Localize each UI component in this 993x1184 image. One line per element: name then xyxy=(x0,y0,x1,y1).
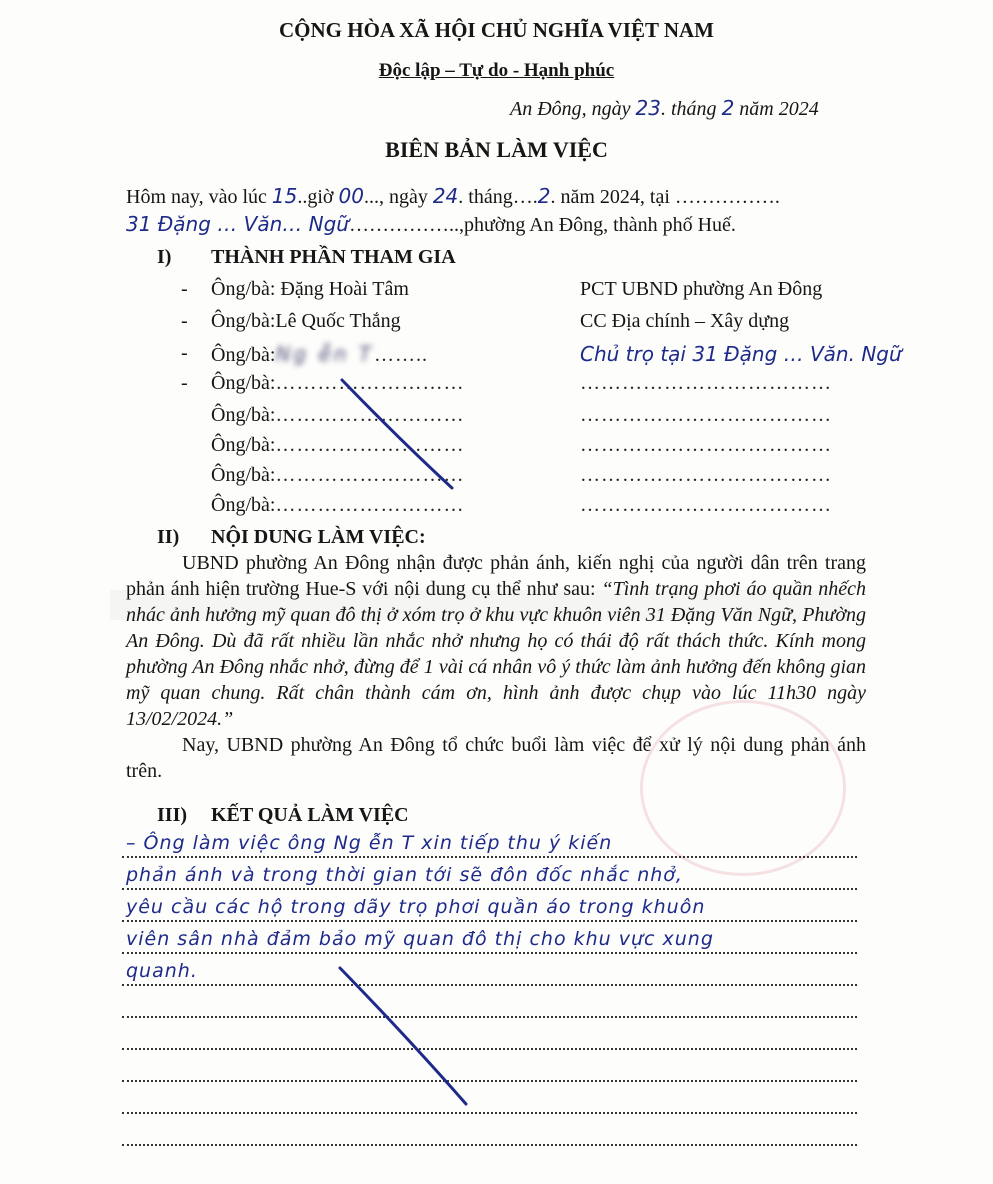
handwritten-day: 23 xyxy=(635,96,661,120)
participant-label: Ông/bà:Lê Quốc Thắng xyxy=(211,310,401,332)
participant-role: ……………………………… xyxy=(580,464,832,486)
section-2-heading: NỘI DUNG LÀM VIỆC: xyxy=(211,526,426,548)
strike-mark-participants xyxy=(342,380,452,488)
participant-role: Chủ trọ tại 31 Đặng … Văn. Ngữ xyxy=(580,342,902,366)
place-date-month-label: tháng xyxy=(671,98,717,120)
place-date-prefix: An Đông, ngày xyxy=(510,98,631,120)
participant-dots: ……………………… xyxy=(275,372,465,394)
handwritten-result-line: yêu cầu các hộ trong dãy trọ phơi quần áo trong khuôn xyxy=(126,896,706,918)
participant-role: ……………………………… xyxy=(580,434,832,456)
section-2-number: II) xyxy=(157,526,180,548)
intro-text-d: . tháng…. xyxy=(458,186,538,208)
participant-label: Ông/bà: xyxy=(211,464,276,486)
place-date-year: năm 2024 xyxy=(739,98,819,120)
participant-label: Ông/bà: xyxy=(211,404,276,426)
participant-role: PCT UBND phường An Đông xyxy=(580,278,823,300)
participant-dots: ……………………… xyxy=(275,494,465,516)
participant-label: Ông/bà: xyxy=(211,372,276,394)
handwritten-hour: 15 xyxy=(271,184,298,208)
participant-label: Ông/bà: xyxy=(211,434,276,456)
handwritten-result-line: phản ánh và trong thời gian tới sẽ đôn đốc nhắc nhở, xyxy=(126,864,683,886)
participant-dots: …….. xyxy=(374,344,429,366)
intro-text-c: ..., ngày xyxy=(363,186,433,208)
handwritten-result-line: – Ông làm việc ông Ng ễn T xin tiếp thu ý kiến xyxy=(126,832,613,854)
motto: Độc lập – Tự do - Hạnh phúc xyxy=(378,60,615,81)
intro-text-e: . năm 2024, tại ……………. xyxy=(550,186,780,208)
handwritten-result-line: quanh. xyxy=(126,960,198,982)
intro-text-b: ..giờ xyxy=(297,186,339,208)
participant-dots: ……………………… xyxy=(275,434,465,456)
handwritten-intro-day: 24 xyxy=(432,184,459,208)
intro-line-2-rest: ……………..,phường An Đông, thành phố Huế. xyxy=(348,214,736,236)
participant-label: Ông/bà: xyxy=(211,344,276,366)
handwritten-month: 2 xyxy=(721,96,735,120)
handwritten-intro-month: 2 xyxy=(537,184,551,208)
participant-role: ……………………………… xyxy=(580,404,832,426)
participant-label: Ông/bà: xyxy=(211,494,276,516)
nation-heading: CỘNG HÒA XÃ HỘI CHỦ NGHĨA VIỆT NAM xyxy=(278,18,715,42)
handwritten-minute: 00 xyxy=(338,184,364,208)
participant-role: ……………………………… xyxy=(580,494,832,516)
participant-role: ……………………………… xyxy=(580,372,832,394)
handwritten-address: 31 Đặng … Văn… Ngữ xyxy=(126,212,349,236)
participant-dots: ……………………… xyxy=(275,404,465,426)
participant-role: CC Địa chính – Xây dựng xyxy=(580,310,790,332)
section-3-heading: KẾT QUẢ LÀM VIỆC xyxy=(211,804,409,826)
document-title: BIÊN BẢN LÀM VIỆC xyxy=(385,137,608,162)
strike-mark-results xyxy=(340,968,466,1104)
participant-dash: - xyxy=(181,278,188,300)
participant-dash: - xyxy=(181,372,188,394)
section-1-number: I) xyxy=(157,246,172,268)
participant-dots: ……………………… xyxy=(275,464,465,486)
redacted-name: Ng ễn T xyxy=(275,342,375,366)
section-1-heading: THÀNH PHẦN THAM GIA xyxy=(211,246,456,268)
section-2-paragraph-2: Nay, UBND phường An Đông tổ chức buổi làm việc để xử lý nội dung phản ánh trên. xyxy=(126,734,866,782)
participant-label: Ông/bà: Đặng Hoài Tâm xyxy=(211,278,409,300)
section-3-number: III) xyxy=(157,804,188,826)
paragraph-1-normal: UBND phường An Đông nhận được phản ánh, kiến nghị của người dân trên trang phản ánh hiện trường Hue-S với nội dung cụ thể như sau: xyxy=(126,552,866,600)
place-date: An Đông, ngày 23. tháng 2 năm 2024 xyxy=(510,96,819,120)
handwritten-result-line: viên sân nhà đảm bảo mỹ quan đô thị cho khu vực xung xyxy=(126,928,714,950)
participant-dash: - xyxy=(181,310,188,332)
participant-dash: - xyxy=(181,342,188,364)
citizen-complaint-quote: “Tình trạng phơi áo quần nhếch nhác ảnh hưởng mỹ quan đô thị ở xóm trọ ở khu vực khuôn viên 31 Đặng Văn Ngữ, Phường An Đông. Dù đã rất nhiều lần nhắc nhở nhưng họ có thái độ rất thách thức. Kính mong phường An Đông nhắc nhở, đừng để 1 vài cá nhân vô ý thức làm ảnh hưởng đến không gian mỹ quan chung. Rất chân thành cám ơn, hình ảnh được chụp vào lúc 11h30 ngày 13/02/2024.” xyxy=(126,578,866,730)
intro-text-a: Hôm nay, vào lúc xyxy=(126,186,272,208)
